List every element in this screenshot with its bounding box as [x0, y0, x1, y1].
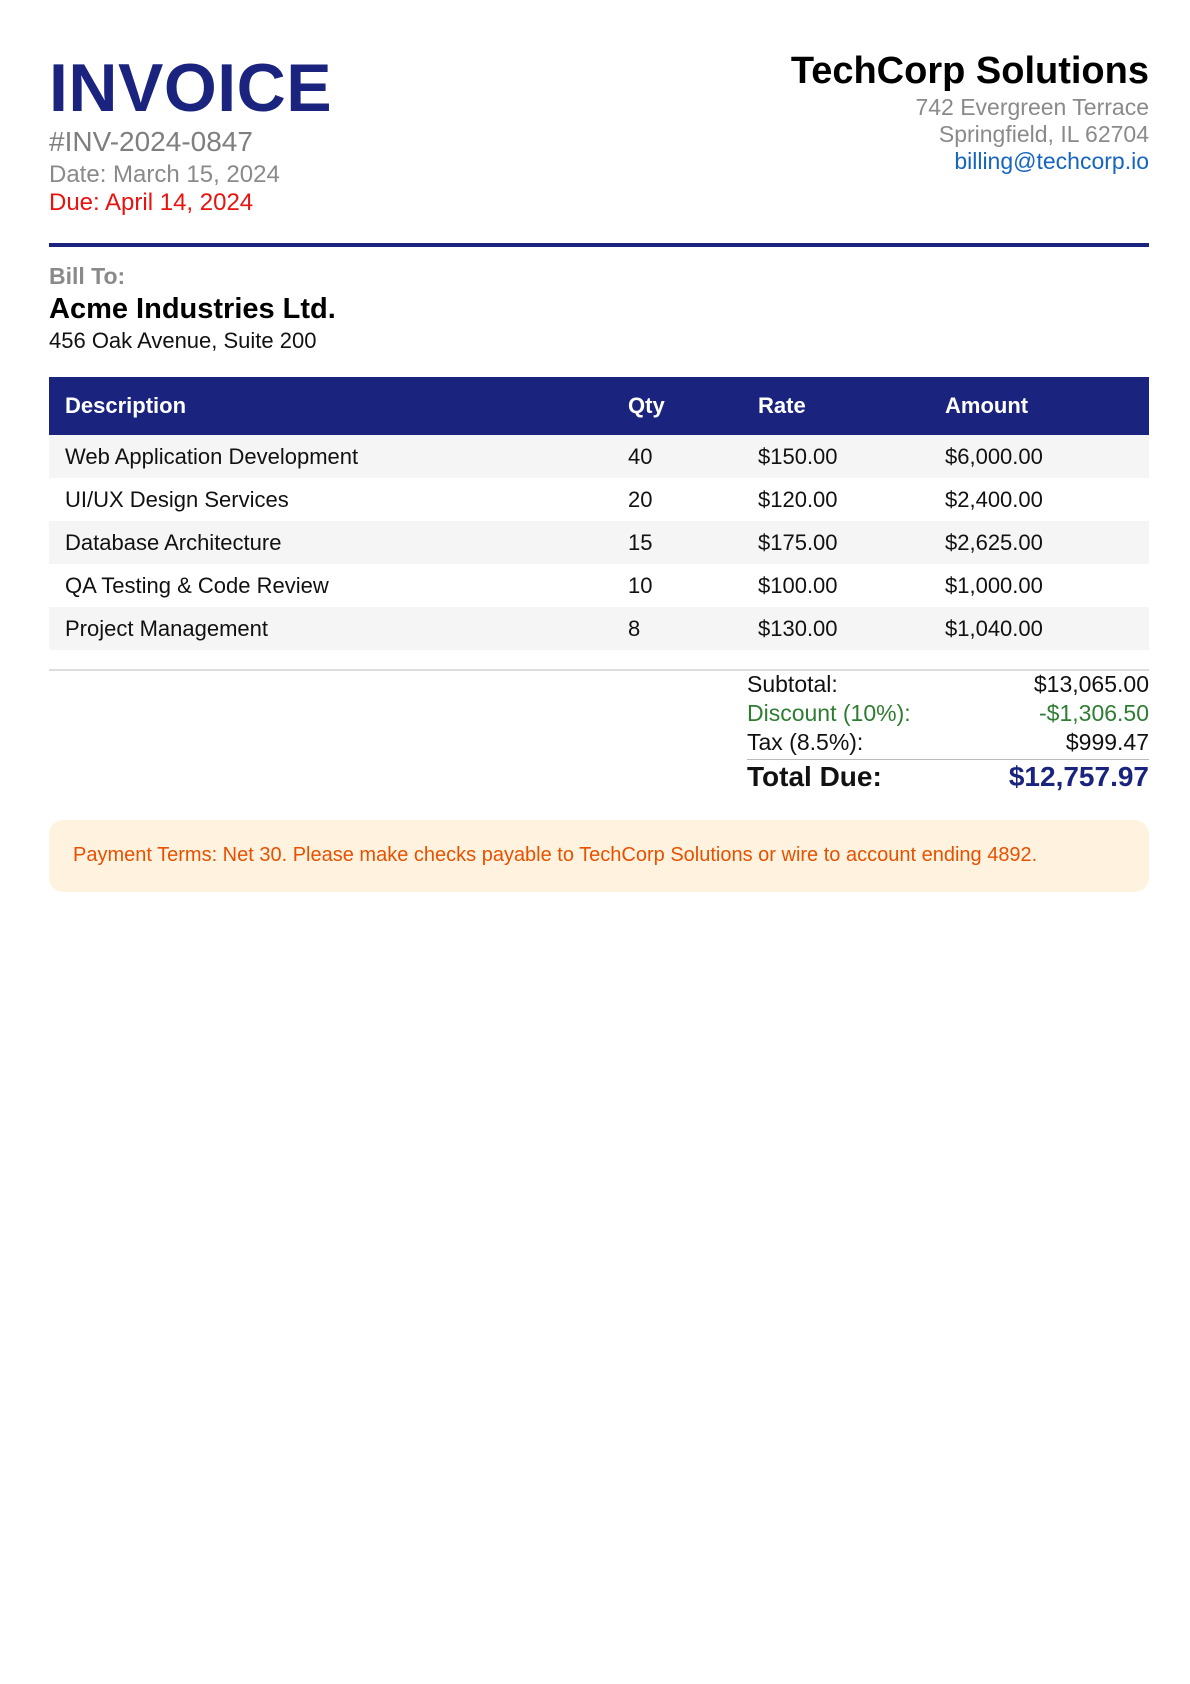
header-description: Description — [49, 377, 612, 435]
company-address-line1: 742 Evergreen Terrace — [915, 94, 1149, 120]
cell-qty: 8 — [612, 607, 742, 650]
bill-to-address: 456 Oak Avenue, Suite 200 — [49, 328, 317, 353]
table-row — [49, 564, 1149, 607]
cell-amount: $1,000.00 — [929, 564, 1149, 607]
total-due-value: $12,757.97 — [1008, 761, 1149, 792]
cell-amount: $1,040.00 — [929, 607, 1149, 650]
cell-amount: $2,625.00 — [929, 521, 1149, 564]
header-qty: Qty — [612, 377, 742, 435]
cell-description: Web Application Development — [49, 435, 612, 478]
table-row — [49, 435, 1149, 478]
cell-qty: 40 — [612, 435, 742, 478]
discount-row — [747, 699, 1149, 728]
cell-rate: $175.00 — [742, 521, 929, 564]
payment-terms-box — [49, 820, 1149, 892]
invoice-header — [49, 0, 1149, 247]
discount-value: -$1,306.50 — [1039, 700, 1149, 726]
subtotal-value: $13,065.00 — [1033, 671, 1149, 697]
cell-qty: 10 — [612, 564, 742, 607]
cell-rate: $100.00 — [742, 564, 929, 607]
line-items-table — [49, 377, 1149, 650]
cell-amount: $2,400.00 — [929, 478, 1149, 521]
invoice-due-date: Due: April 14, 2024 — [49, 189, 254, 216]
table-row — [49, 478, 1149, 521]
cell-description: QA Testing & Code Review — [49, 564, 612, 607]
cell-qty: 20 — [612, 478, 742, 521]
invoice-page — [49, 0, 1149, 866]
invoice-date: Date: March 15, 2024 — [49, 161, 280, 188]
company-info — [791, 48, 1149, 175]
header-rate: Rate — [742, 377, 929, 435]
subtotal-label: Subtotal: — [747, 671, 838, 697]
header-amount: Amount — [929, 377, 1149, 435]
cell-rate: $150.00 — [742, 435, 929, 478]
total-due-label: Total Due: — [747, 761, 882, 792]
totals-section — [747, 670, 1149, 794]
table-header-row — [49, 377, 1149, 435]
cell-rate: $120.00 — [742, 478, 929, 521]
discount-label: Discount (10%): — [747, 700, 911, 726]
invoice-number: #INV-2024-0847 — [49, 126, 253, 157]
invoice-title: INVOICE — [49, 50, 333, 126]
cell-description: UI/UX Design Services — [49, 478, 612, 521]
total-due-row — [747, 759, 1149, 794]
subtotal-row — [747, 670, 1149, 699]
tax-label: Tax (8.5%): — [747, 729, 864, 755]
cell-description: Project Management — [49, 607, 612, 650]
bill-to-section — [49, 262, 336, 356]
bill-to-label: Bill To: — [49, 263, 126, 289]
cell-description: Database Architecture — [49, 521, 612, 564]
bill-to-name: Acme Industries Ltd. — [49, 293, 336, 325]
company-address-line2: Springfield, IL 62704 — [938, 121, 1149, 147]
tax-value: $999.47 — [1065, 729, 1149, 755]
payment-terms-text: Payment Terms: Net 30. Please make checks payable to TechCorp Solutions or wire to account ending 4892. — [73, 844, 1038, 866]
cell-rate: $130.00 — [742, 607, 929, 650]
table-row — [49, 521, 1149, 564]
cell-qty: 15 — [612, 521, 742, 564]
company-email-link[interactable]: billing@techcorp.io — [954, 148, 1149, 174]
tax-row — [747, 728, 1149, 757]
cell-amount: $6,000.00 — [929, 435, 1149, 478]
table-row — [49, 607, 1149, 650]
company-name: TechCorp Solutions — [790, 50, 1149, 92]
